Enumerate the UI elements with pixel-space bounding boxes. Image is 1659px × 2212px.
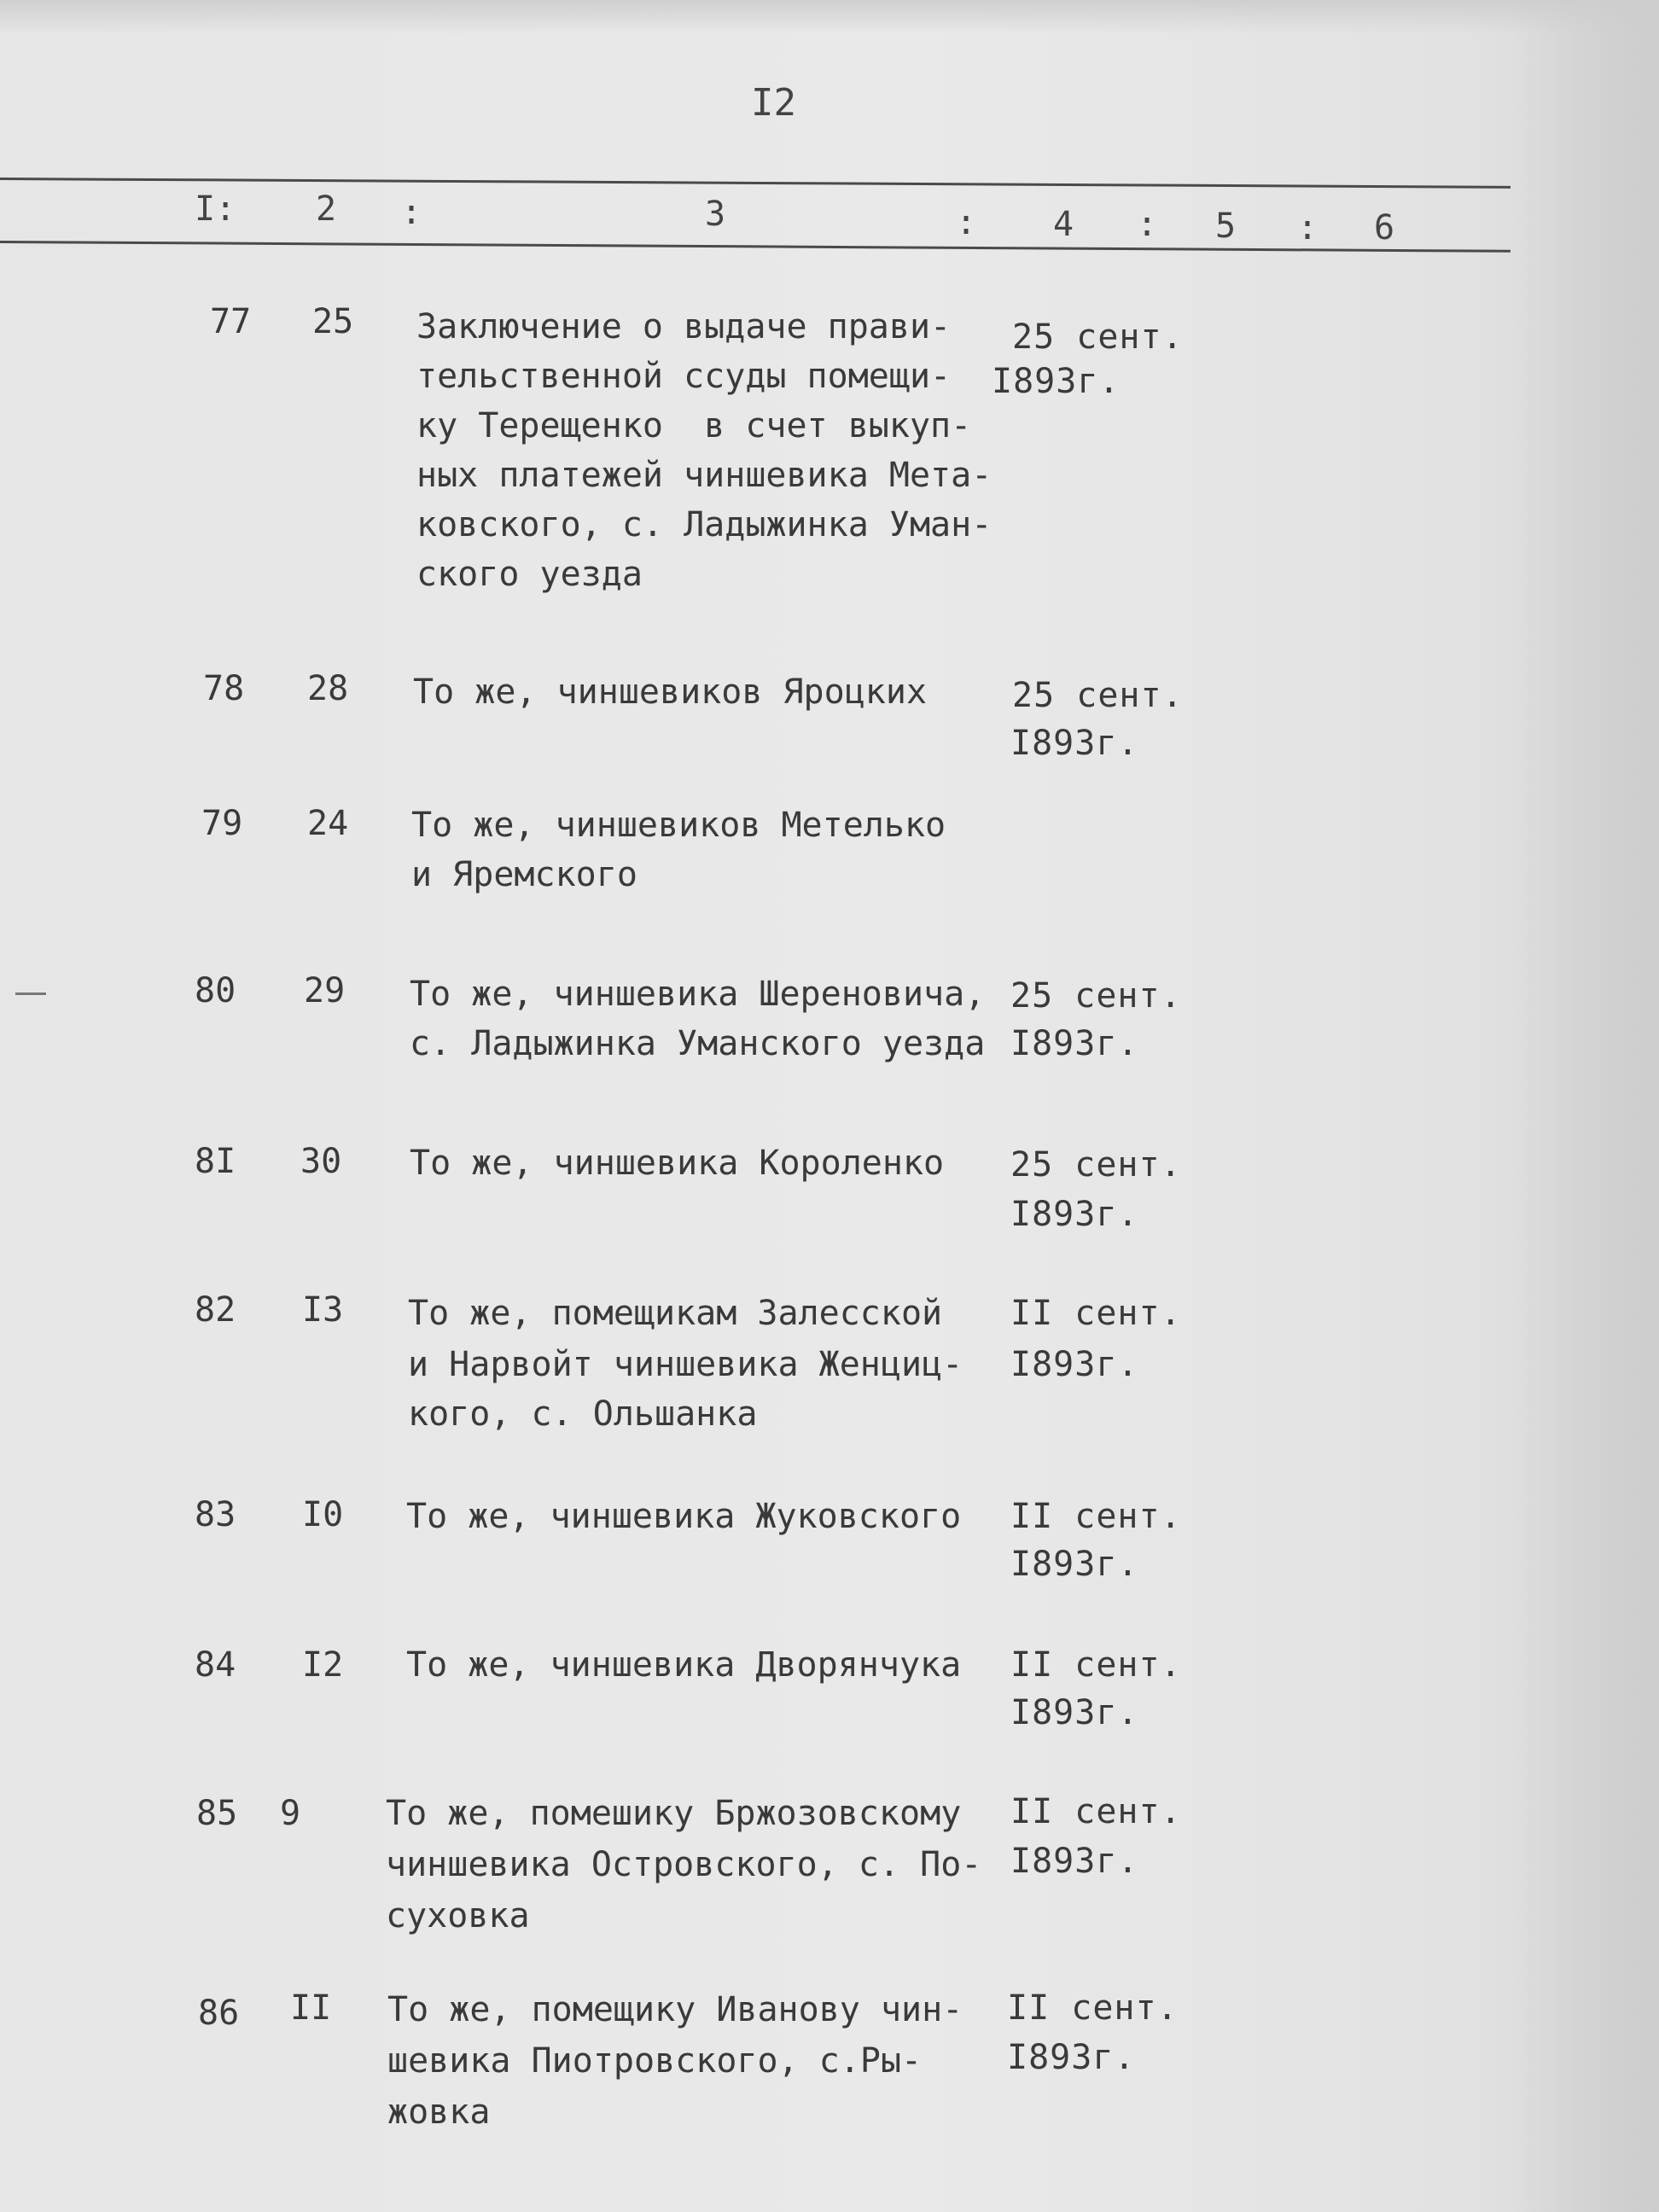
row-description-line: суховка xyxy=(386,1896,530,1936)
row-number: 85 xyxy=(196,1794,238,1833)
row-number: 86 xyxy=(198,1994,240,2033)
column-header-5: 5 xyxy=(1215,207,1237,246)
row-code: 9 xyxy=(280,1794,301,1833)
row-code: I3 xyxy=(302,1290,344,1330)
row-date-line: 25 сент. xyxy=(1012,317,1184,357)
row-date-line: 25 сент. xyxy=(1010,1145,1182,1185)
row-description-line: Заключение о выдаче прави- xyxy=(416,307,952,346)
row-code: 25 xyxy=(312,302,354,341)
row-code: I2 xyxy=(302,1645,344,1685)
row-date-line: I893г. xyxy=(1010,1693,1139,1732)
row-description-line: чиншевика Островского, с. По- xyxy=(386,1845,982,1884)
page-edge-shadow xyxy=(1511,0,1659,2212)
row-number: 84 xyxy=(195,1645,236,1685)
row-date-line: I893г. xyxy=(1010,1345,1139,1384)
row-date-line: I893г. xyxy=(1010,1024,1139,1063)
row-date-line: I893г. xyxy=(1010,1545,1139,1584)
row-description-line: с. Ладыжинка Уманского уезда xyxy=(410,1024,986,1063)
row-number: 83 xyxy=(195,1495,236,1534)
row-date-line: I893г. xyxy=(1010,1842,1139,1881)
row-number: 78 xyxy=(203,669,245,708)
row-date-line: II сент. xyxy=(1010,1294,1182,1333)
column-separator: : xyxy=(1297,208,1318,247)
row-number: 8I xyxy=(195,1142,236,1181)
row-date-line: 25 сент. xyxy=(1012,676,1184,715)
row-date-line: II сент. xyxy=(1010,1792,1182,1831)
row-description-line: ковского, с. Ладыжинка Уман- xyxy=(416,505,992,544)
row-date-line: I893г. xyxy=(1007,2038,1136,2077)
row-description-line: То же, помещику Иванову чин- xyxy=(387,1990,963,2029)
row-code: 29 xyxy=(304,971,346,1010)
column-header-4: 4 xyxy=(1053,205,1074,244)
row-description-line: То же, чиншевиков Яроцких xyxy=(413,672,928,712)
row-description-line: То же, чиншевика Короленко xyxy=(410,1144,945,1183)
column-separator: : xyxy=(956,203,977,242)
row-date-line: I893г. xyxy=(1010,1195,1139,1234)
column-separator: : xyxy=(401,193,422,232)
column-header-3: 3 xyxy=(705,195,726,234)
row-description-line: То же, чиншевика Жуковского xyxy=(406,1497,962,1536)
row-code: 28 xyxy=(307,669,349,708)
row-date-line: 25 сент. xyxy=(1010,976,1182,1016)
row-description-line: тельственной ссуды помещи- xyxy=(416,357,952,396)
row-description-line: жовка xyxy=(387,2093,491,2132)
margin-mark xyxy=(15,992,46,995)
scan-shadow xyxy=(0,0,1659,34)
row-number: 79 xyxy=(201,804,243,843)
row-description-line: То же, чиншевика Шереновича, xyxy=(410,975,986,1014)
column-header-1: I: xyxy=(195,189,236,229)
row-date-line: II сент. xyxy=(1007,1988,1179,2028)
row-code: II xyxy=(290,1988,332,2028)
row-description-line: шевика Пиотровского, с.Ры- xyxy=(387,2041,923,2081)
row-description-line: То же, чиншевика Дворянчука xyxy=(406,1645,962,1685)
row-date-line: II сент. xyxy=(1010,1645,1182,1685)
row-date-line: II сент. xyxy=(1010,1497,1182,1536)
column-separator: : xyxy=(1137,205,1158,244)
row-code: 24 xyxy=(307,804,349,843)
column-header-2: 2 xyxy=(316,189,337,229)
row-description-line: кого, с. Ольшанка xyxy=(408,1394,758,1434)
row-description-line: То же, помещикам Залесской xyxy=(408,1294,943,1333)
column-header-6: 6 xyxy=(1374,208,1395,247)
row-date-line: I893г. xyxy=(1010,724,1139,763)
page-number: I2 xyxy=(751,81,796,125)
row-number: 80 xyxy=(195,971,236,1010)
row-code: 30 xyxy=(300,1142,342,1181)
row-code: I0 xyxy=(302,1495,344,1534)
row-description-line: ку Терещенко в счет выкуп- xyxy=(416,406,972,445)
row-description-line: ского уезда xyxy=(416,555,643,594)
row-description-line: и Нарвойт чиншевика Женциц- xyxy=(408,1345,963,1384)
row-description-line: и Яремского xyxy=(411,855,637,894)
row-number: 77 xyxy=(210,302,252,341)
row-date-line: I893г. xyxy=(992,362,1121,401)
row-description-line: То же, помешику Бржозовскому xyxy=(386,1794,962,1833)
row-number: 82 xyxy=(195,1290,236,1330)
row-description-line: То же, чиншевиков Метелько xyxy=(411,806,946,845)
row-description-line: ных платежей чиншевика Мета- xyxy=(416,456,992,495)
